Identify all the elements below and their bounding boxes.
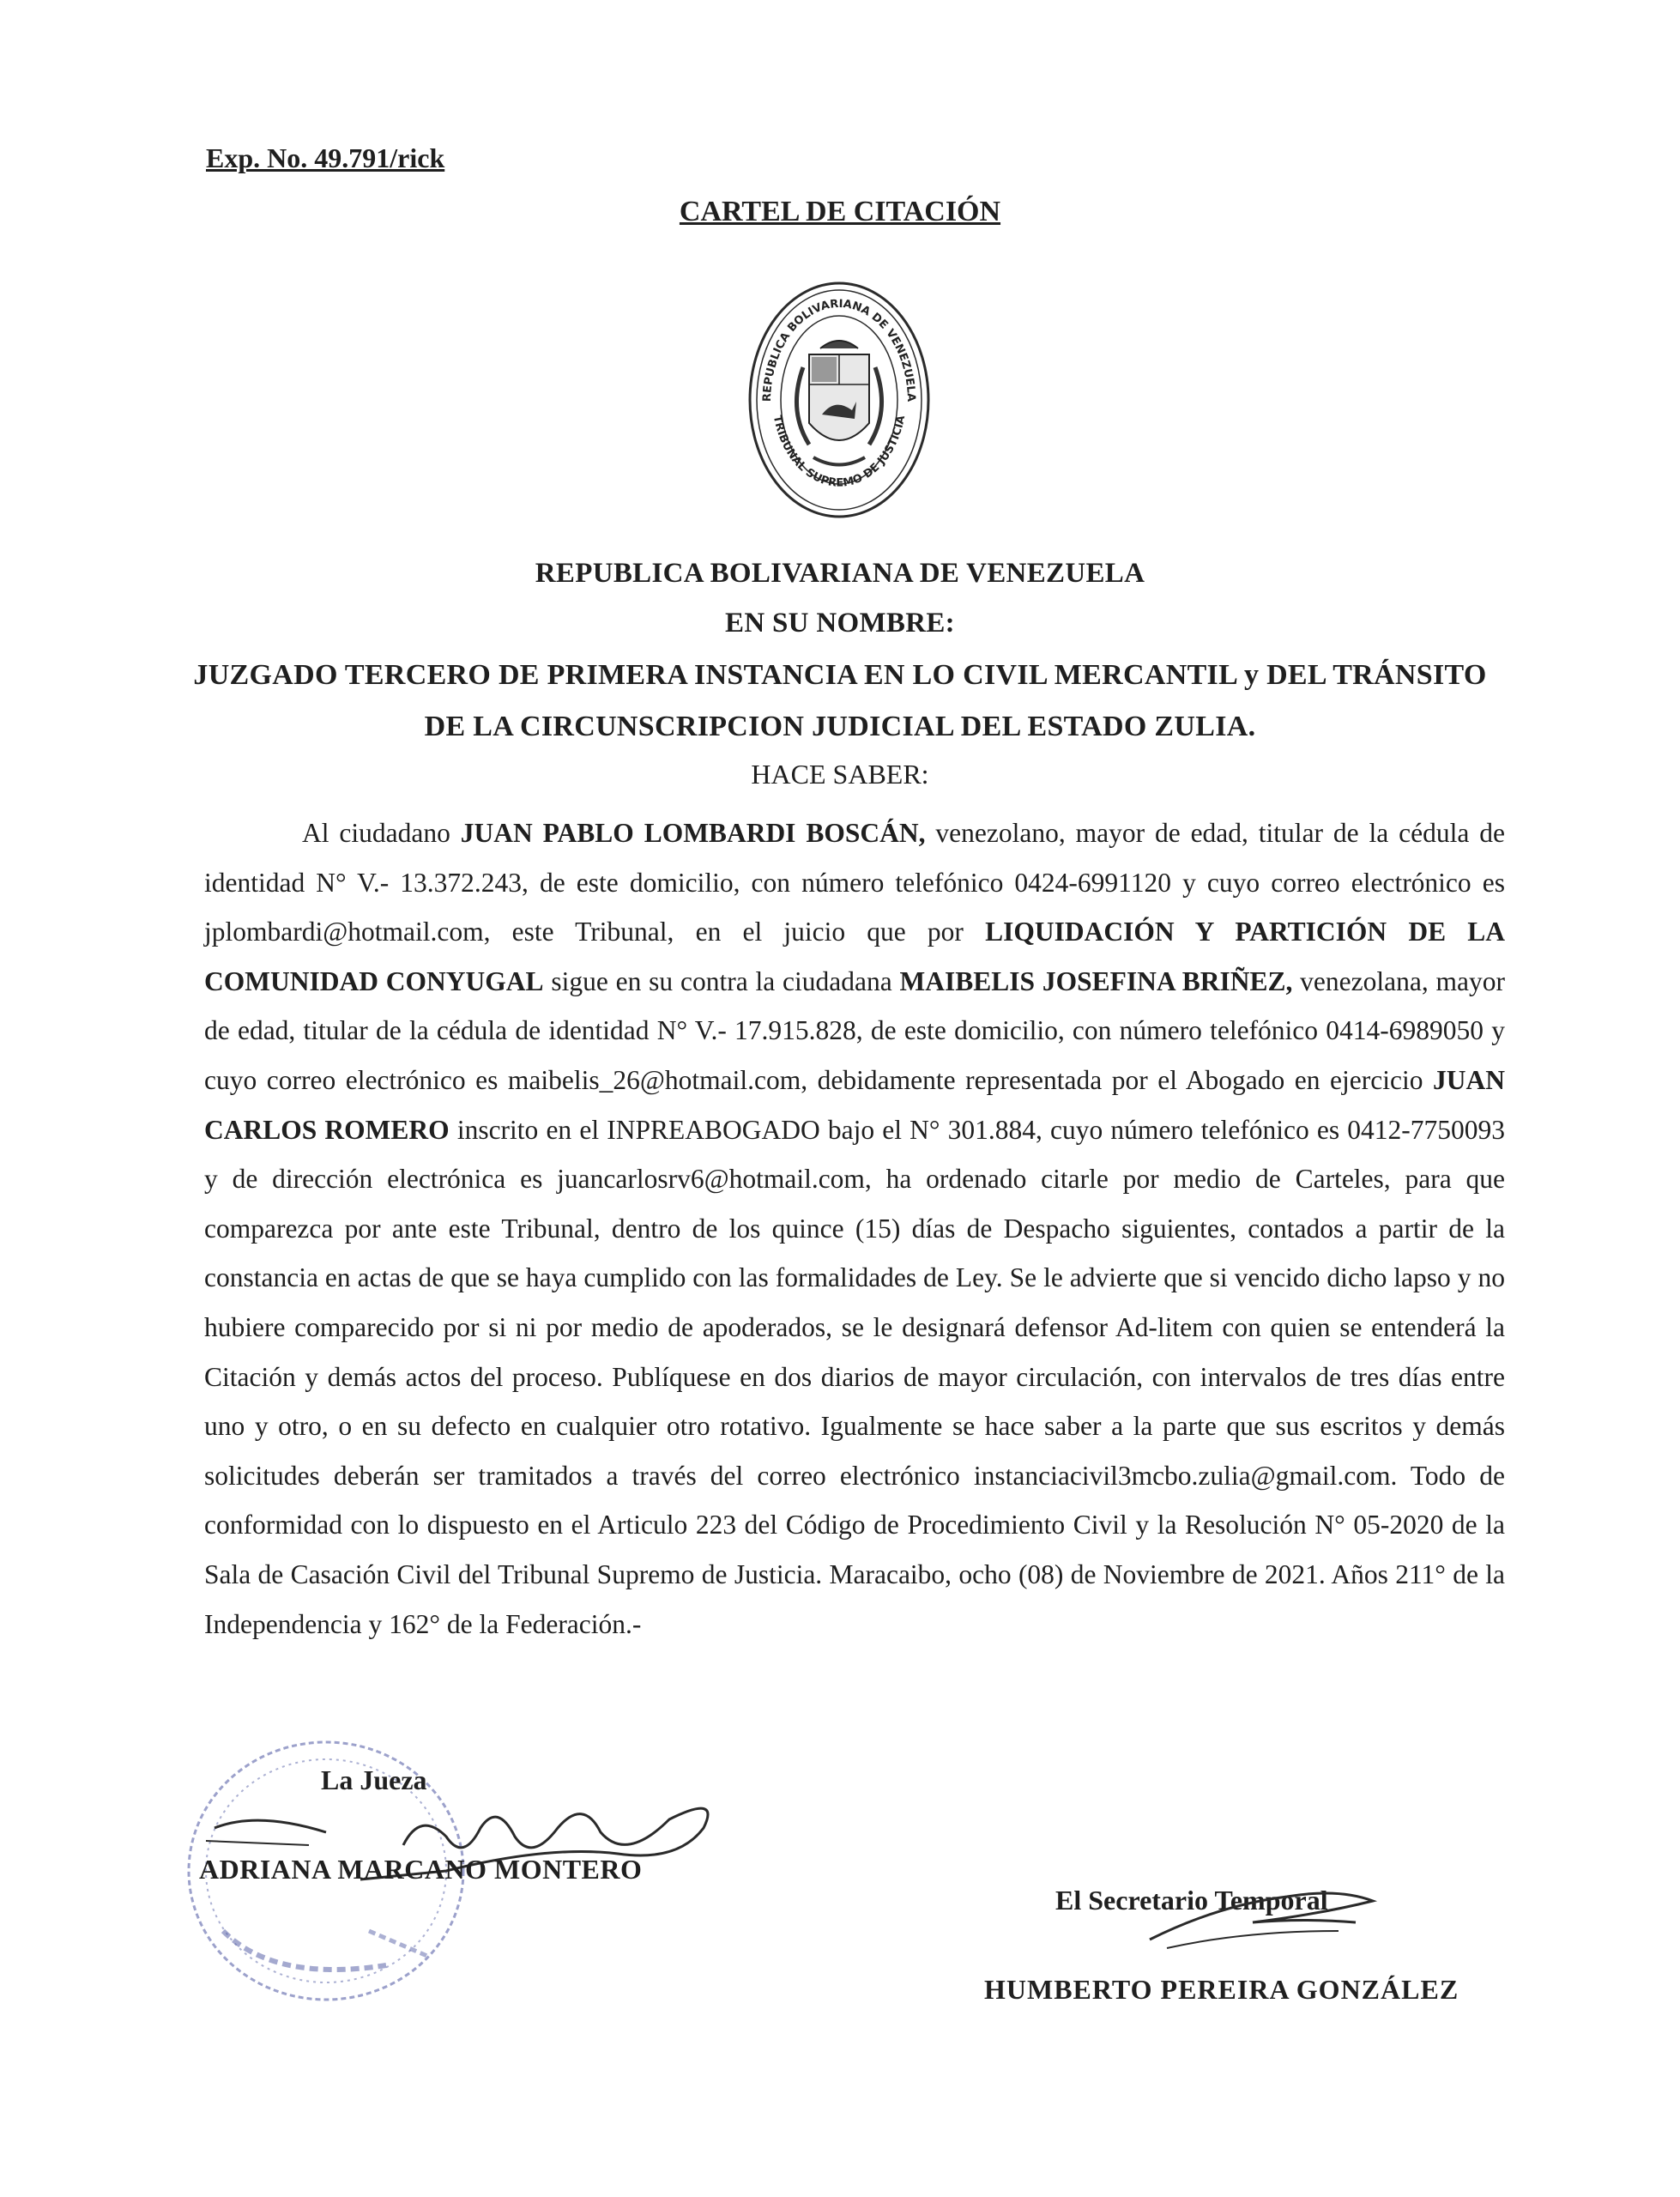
body-text: sigue en su contra la ciudadana — [543, 965, 900, 996]
handwritten-signature-icon — [1115, 1871, 1390, 1957]
body-text: venezolano, mayor de edad, titular de la cédula de identidad N° V.- 13.372.243, de este domicilio, con número telefónico 0424-6991120 y cuyo correo electrónico es jplombardi@hotmail.com, este Tribunal, en el juicio que por — [204, 818, 1505, 947]
heading-jurisdiction: DE LA CIRCUNSCRIPCION JUDICIAL DEL ESTADO ZULIA. — [424, 711, 1256, 742]
case-type: LIQUIDACIÓN Y PARTICIÓN DE LA COMUNIDAD CONYUGAL — [204, 917, 1506, 996]
attorney-name: JUAN CARLOS ROMERO — [204, 1064, 1505, 1145]
heading-en-su-nombre: EN SU NOMBRE: — [725, 608, 955, 639]
heading-court: JUZGADO TERCERO DE PRIMERA INSTANCIA EN LO CIVIL MERCANTIL y DEL TRÁNSITO — [193, 659, 1487, 691]
secretary-name: HUMBERTO PEREIRA GONZÁLEZ — [984, 1974, 1459, 2005]
body-text: venezolana, mayor de edad, titular de la cédula de identidad N° V.- 17.915.828, de este domicilio, con número telefónico 0414-6989050 y cuyo correo electrónico es maibelis_26@hotmail.com, debidamente representada por el Abogado en ejercicio — [204, 965, 1505, 1095]
citation-paragraph — [204, 808, 1505, 1649]
seal-bottom-text: TRIBUNAL SUPREMO DE JUSTICIA — [770, 414, 909, 490]
body-text: inscrito en el INPREABOGADO bajo el N° 301.884, cuyo número telefónico es 0412-7750093 y de dirección electrónica es juancarlosrv6@hotmail.com, ha ordenado citarle por medio de Carteles, para que comparezca por ante este Tribunal, dentro de los quince (15) días de Despacho siguientes, contados a partir de la constancia en actas de que se haya cumplido con las formalidades de Ley. Se le advierte que si vencido dicho lapso y no hubiere comparecido por si ni por medio de apoderados, se le designará defensor Ad-litem con quien se entenderá la Citación y demás actos del proceso. Publíquese en dos diarios de mayor circulación, con intervalos de tres días entre uno y otro, o en su defecto en cualquier otro rotativo. Igualmente se hace saber a la parte que sus escritos y demás solicitudes deberán ser tramitados a través del correo electrónico instanciacivil3mcbo.zulia@gmail.com. Todo de conformidad con lo dispuesto en el Articulo 223 del Código de Procedimiento Civil y la Resolución N° 05-2020 de la Sala de Casación Civil del Tribunal Supremo de Justicia. Maracaibo, ocho (08) de Noviembre de 2021. Años 211° de la Independencia y 162° de la Federación.- — [204, 1114, 1505, 1639]
seal-top-text: REPUBLICA BOLIVARIANA DE VENEZUELA — [760, 297, 918, 402]
plaintiff-name: MAIBELIS JOSEFINA BRIÑEZ, — [899, 965, 1293, 996]
expediente-number: Exp. No. 49.791/rick — [206, 142, 445, 173]
judge-name: ADRIANA MARCANO MONTERO — [199, 1854, 643, 1885]
secretary-title: El Secretario Temporal — [1055, 1885, 1328, 1916]
heading-republic: REPUBLICA BOLIVARIANA DE VENEZUELA — [535, 558, 1145, 589]
body-text: Al ciudadano — [302, 818, 461, 848]
heading-hace-saber: HACE SABER: — [751, 759, 929, 790]
defendant-name: JUAN PABLO LOMBARDI BOSCÁN, — [460, 818, 926, 848]
judge-title: La Jueza — [321, 1764, 427, 1795]
document-title: CARTEL DE CITACIÓN — [679, 196, 1001, 227]
citation-body — [204, 808, 1505, 1649]
coat-of-arms-seal-icon — [745, 273, 934, 522]
